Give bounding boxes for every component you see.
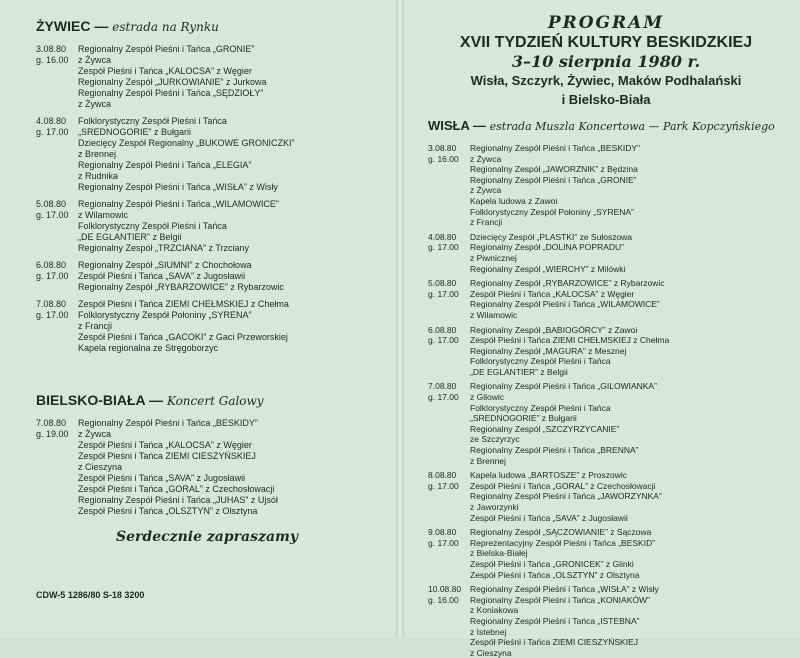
event-performers <box>78 44 267 110</box>
performer-line: Zespół Pieśni i Tańca ZIEMI CIESZYŃSKIEJ <box>470 637 639 648</box>
performer-line: z Piwnicznej <box>470 252 517 263</box>
event-date: 6.08.80 <box>428 324 457 335</box>
event-date: 3.08.80 <box>36 44 67 54</box>
event-entry <box>36 299 378 354</box>
event-time: g. 17.00 <box>36 210 69 220</box>
performer-line: Zespół Pieśni i Tańca „GACOKI” z Gaci Przeworskiej <box>78 332 288 342</box>
performer-line: Zespół Pieśni i Tańca „SAVA” z Jugosławii <box>470 512 628 523</box>
performer-line: Zespół Pieśni i Tańca ZIEMI CHEŁMSKIEJ z Chełma <box>78 299 289 309</box>
performer-line: Regionalny Zespół „RYBARZOWICE” z Rybarzowic <box>78 282 284 292</box>
performer-line: z Żywca <box>78 99 112 109</box>
performer-line: „DE EGLANTIER” z Belgii <box>78 232 182 242</box>
performer-line: Regionalny Zespół Pieśni i Tańca „WISŁA” z Wisły <box>470 584 659 595</box>
event-datetime <box>428 278 470 320</box>
performer-line: z Brennej <box>78 149 117 159</box>
event-time: g. 17.00 <box>428 537 459 548</box>
performer-line: Regionalny Zespół „DOLINA POPRADU” <box>470 242 625 253</box>
event-time: g. 17.00 <box>428 480 459 491</box>
event-entry <box>428 584 784 658</box>
event-entry <box>36 44 378 110</box>
event-performers <box>78 299 289 354</box>
event-performers <box>470 584 659 658</box>
festival-dates: 3–10 sierpnia 1980 r. <box>511 52 701 71</box>
event-date: 4.08.80 <box>36 116 67 126</box>
performer-line: Regionalny Zespół „WIERCHY” z Milówki <box>470 263 626 274</box>
performer-line: z Gilowic <box>470 392 505 403</box>
event-performers <box>470 470 662 523</box>
performer-line: Regionalny Zespół Pieśni i Tańca „ELEGIA” <box>78 160 252 170</box>
event-time: g. 17.00 <box>36 127 69 137</box>
event-date: 7.08.80 <box>428 381 457 392</box>
event-entry <box>428 143 784 228</box>
performer-line: Regionalny Zespół „JURKOWIANIE” z Jurkowa <box>78 77 267 87</box>
performer-line: z Żywca <box>78 55 112 65</box>
event-time: g. 16.00 <box>428 153 459 164</box>
performer-line: Dziecięcy Zespół Regionalny „BUKOWE GRONICZKI” <box>78 138 295 148</box>
event-performers <box>470 381 657 466</box>
bielsko-event-list <box>36 418 378 517</box>
performer-line: Folklorystyczny Zespół Połoniny „SYRENA” <box>78 310 252 320</box>
performer-line: z Bielska-Białej <box>470 548 528 559</box>
event-datetime <box>36 418 78 517</box>
invitation-text: Serdecznie zapraszamy <box>116 529 298 545</box>
performer-line: Regionalny Zespół Pieśni i Tańca „WILAMOWICE” <box>470 299 660 310</box>
performer-line: „SREDNOGORIE” z Bułgarii <box>78 127 192 137</box>
performer-line: Folklorystyczny Zespół Pieśni i Tańca <box>78 116 227 126</box>
performer-line: Regionalny Zespół Pieśni i Tańca „WILAMOWICE” <box>78 199 279 209</box>
performer-line: Kapela regionalna ze Stręgoborzyc <box>78 343 219 353</box>
event-entry <box>428 527 784 580</box>
performer-line: Folklorystyczny Zespół Pieśni i Tańca <box>470 402 611 413</box>
performer-line: z Wilamowic <box>470 309 518 320</box>
performer-line: Regionalny Zespół „SĄCZOWIANIE” z Sączowa <box>470 527 652 538</box>
event-datetime <box>428 232 470 274</box>
performer-line: Zespół Pieśni i Tańca „KALOCSA” z Węgier <box>78 440 252 450</box>
performer-line: Regionalny Zespół Pieśni i Tańca „GRONIE” <box>78 44 255 54</box>
event-datetime <box>36 299 78 354</box>
performer-line: Regionalny Zespół „MAGURA” z Mesznej <box>470 345 627 356</box>
venue-heading-bielsko: BIELSKO-BIAŁA — Koncert Galowy <box>36 392 264 408</box>
performer-line: Regionalny Zespół Pieśni i Tańca „SĘDZIOŁY” <box>78 88 264 98</box>
performer-line: Regionalny Zespół „BABIOGÓRCY” z Zawoi <box>470 324 638 335</box>
performer-line: Regionalny Zespół Pieśni i Tańca „ISTEBNA” <box>470 615 640 626</box>
wisla-event-list <box>428 143 784 658</box>
venue-heading-zywiec: ŻYWIEC — estrada na Rynku <box>36 18 219 34</box>
event-datetime <box>36 44 78 110</box>
performer-line: Reprezentacyjny Zespół Pieśni i Tańca „BESKID” <box>470 537 656 548</box>
right-panel <box>404 0 800 658</box>
event-time: g. 17.00 <box>428 335 459 346</box>
event-date: 7.08.80 <box>36 299 67 309</box>
performer-line: Regionalny Zespół Pieśni i Tańca „JAWORZYNKA” <box>470 491 662 502</box>
performer-line: Zespół Pieśni i Tańca „SAVA” z Jugosławii <box>78 473 246 483</box>
event-entry <box>428 381 784 466</box>
performer-line: Zespół Pieśni i Tańca „GRONICEK” z Glinki <box>470 558 634 569</box>
event-time: g. 17.00 <box>36 271 69 281</box>
performer-line: Regionalny Zespół „JAWORZNIK” z Będzina <box>470 164 638 175</box>
print-code: CDW-5 1286/80 S-18 3200 <box>36 590 145 600</box>
event-performers <box>470 325 669 378</box>
event-datetime <box>428 470 470 523</box>
event-time: g. 17.00 <box>428 392 459 403</box>
event-performers <box>470 278 664 320</box>
event-datetime <box>428 325 470 378</box>
performer-line: Folklorystyczny Zespół Pieśni i Tańca <box>470 356 611 367</box>
event-entry <box>428 470 784 523</box>
event-entry <box>36 116 378 193</box>
event-time: g. 16.00 <box>36 55 69 65</box>
event-entry <box>36 199 378 254</box>
performer-line: Zespół Pieśni i Tańca „OLSZTYN” z Olsztyna <box>470 569 640 580</box>
performer-line: Regionalny Zespół „SIUMNI” z Chochołowa <box>78 260 252 270</box>
event-datetime <box>36 260 78 293</box>
event-datetime <box>428 143 470 228</box>
performer-line: Folklorystyczny Zespół Pieśni i Tańca <box>78 221 227 231</box>
event-time: g. 17.00 <box>428 288 459 299</box>
performer-line: z Koniakowa <box>470 605 519 616</box>
event-performers <box>78 260 284 293</box>
event-time: g. 19.00 <box>36 429 69 439</box>
event-performers <box>470 143 640 228</box>
event-date: 3.08.80 <box>428 143 457 153</box>
event-datetime <box>428 584 470 658</box>
performer-line: Zespół Pieśni i Tańca ZIEMI CIESZYŃSKIEJ <box>78 451 256 461</box>
performer-line: „SREDNOGORIE” z Bułgarii <box>470 413 577 424</box>
performer-line: Regionalny Zespół Pieśni i Tańca „GILOWIANKA” <box>470 381 657 392</box>
program-header <box>428 14 784 109</box>
event-date: 10.08.80 <box>428 584 462 595</box>
event-datetime <box>36 199 78 254</box>
performer-line: z Rudnika <box>78 171 119 181</box>
performer-line: Regionalny Zespół „TRZCIANA” z Trzciany <box>78 243 250 253</box>
performer-line: Regionalny Zespół Pieśni i Tańca „BESKIDY” <box>470 143 640 153</box>
venue-heading-wisla: WISŁA — estrada Muszla Koncertowa — Park Kopczyńskiego <box>428 118 775 133</box>
event-time: g. 16.00 <box>428 594 459 605</box>
festival-towns-2: i Bielsko-Biała <box>561 92 651 107</box>
performer-line: z Francji <box>78 321 113 331</box>
event-date: 4.08.80 <box>428 231 457 242</box>
event-entry <box>36 418 378 517</box>
performer-line: z Brennej <box>470 455 506 466</box>
event-datetime <box>428 527 470 580</box>
performer-line: z Wilamowic <box>78 210 129 220</box>
performer-line: ze Szczyrzyc <box>470 434 520 445</box>
event-entry <box>428 325 784 378</box>
event-entry <box>428 232 784 274</box>
performer-line: Kapela ludowa „BARTOSZE” z Proszowic <box>470 470 627 481</box>
event-datetime <box>36 116 78 193</box>
event-entry <box>428 278 784 320</box>
festival-towns: Wisła, Szczyrk, Żywiec, Maków Podhalański <box>470 73 742 88</box>
event-performers <box>78 116 295 193</box>
performer-line: Regionalny Zespół Pieśni i Tańca „BRENNA” <box>470 445 639 456</box>
performer-line: Zespół Pieśni i Tańca „OLSZTYN” z Olsztyna <box>78 506 258 516</box>
performer-line: Regionalny Zespół Pieśni i Tańca „KONIAKÓW” <box>470 594 650 605</box>
performer-line: z Cieszyna <box>78 462 123 472</box>
event-date: 8.08.80 <box>428 470 457 481</box>
performer-line: Regionalny Zespół Pieśni i Tańca „BESKIDY” <box>78 418 258 428</box>
event-entry <box>36 260 378 293</box>
event-date: 5.08.80 <box>428 278 457 289</box>
performer-line: z Żywca <box>470 185 502 196</box>
page-fold <box>396 0 404 638</box>
festival-name: XVII TYDZIEŃ KULTURY BESKIDZKIEJ <box>459 34 753 51</box>
performer-line: Regionalny Zespół „RYBARZOWICE” z Rybarzowic <box>470 278 665 289</box>
event-time: g. 17.00 <box>428 242 459 253</box>
event-date: 6.08.80 <box>36 260 67 270</box>
performer-line: Zespół Pieśni i Tańca „KALOCSA” z Węgier <box>78 66 252 76</box>
performer-line: Zespół Pieśni i Tańca „SAVA” z Jugosławii <box>78 271 246 281</box>
event-performers <box>78 418 278 517</box>
performer-line: Regionalny Zespół Pieśni i Tańca „JUHAS” z Ujsół <box>78 495 278 505</box>
performer-line: z Cieszyna <box>470 647 512 658</box>
event-performers <box>78 199 279 254</box>
performer-line: z Istebnej <box>470 626 507 637</box>
event-date: 5.08.80 <box>36 199 67 209</box>
program-title: PROGRAM <box>547 13 665 33</box>
performer-line: Dziecięcy Zespół „PLASTKI” ze Sułoszowa <box>470 231 633 242</box>
performer-line: z Jaworzynki <box>470 502 519 512</box>
performer-line: Zespół Pieśni i Tańca „KALOCSA” z Węgier <box>470 288 635 299</box>
performer-line: Zespół Pieśni i Tańca ZIEMI CHEŁMSKIEJ z Chełma <box>470 335 670 346</box>
performer-line: Zespół Pieśni i Tańca „GORAL” z Czechosłowacji <box>78 484 275 494</box>
event-datetime <box>428 381 470 466</box>
performer-line: z Francji <box>470 217 503 228</box>
performer-line: Folklorystyczny Zespół Połoniny „SYRENA” <box>470 206 634 217</box>
performer-line: z Żywca <box>470 153 502 164</box>
performer-line: Regionalny Zespół „SZCZYRZYCANIE” <box>470 423 620 434</box>
performer-line: Zespół Pieśni i Tańca „GORAL” z Czechosłowacji <box>470 480 656 491</box>
event-performers <box>470 232 632 274</box>
event-performers <box>470 527 655 580</box>
performer-line: Kapela ludowa z Zawoi <box>470 195 558 206</box>
event-date: 9.08.80 <box>428 527 457 538</box>
event-time: g. 17.00 <box>36 310 69 320</box>
performer-line: z Żywca <box>78 429 112 439</box>
performer-line: Regionalny Zespół Pieśni i Tańca „WISŁA” z Wisły <box>78 182 278 192</box>
event-date: 7.08.80 <box>36 418 67 428</box>
left-panel <box>0 0 396 638</box>
performer-line: „DE EGLANTIER” z Belgii <box>470 366 568 377</box>
zywiec-event-list <box>36 44 378 354</box>
performer-line: Regionalny Zespół Pieśni i Tańca „GRONIE” <box>470 174 637 185</box>
